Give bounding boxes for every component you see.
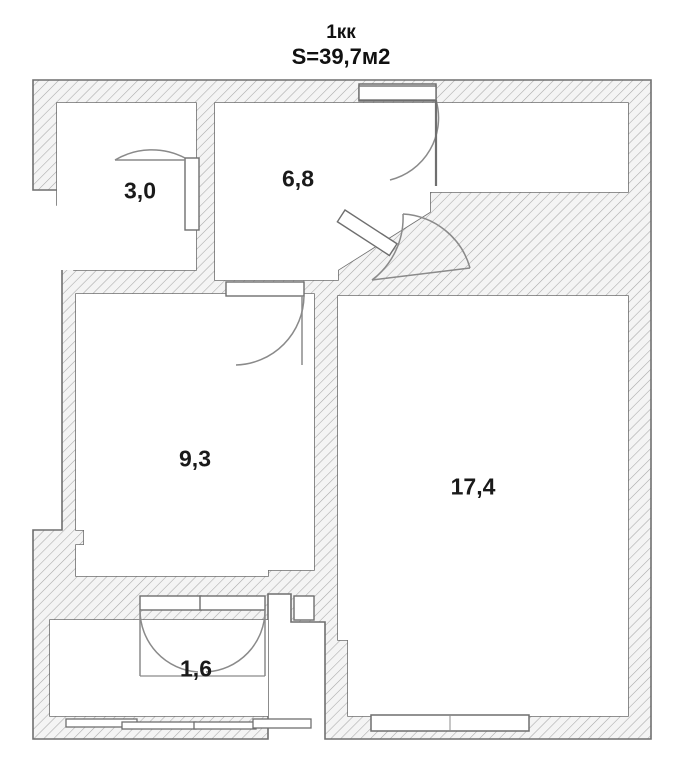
room-area-label-hall: 9,3	[179, 445, 211, 472]
room-fill-living	[338, 296, 628, 716]
room-fill-balcony	[50, 620, 268, 716]
room-area-label-balcony: 1,6	[180, 655, 212, 682]
window-balcony-mid	[122, 722, 196, 729]
room-area-label-living-room: 17,4	[450, 473, 496, 500]
window-balcony-right	[194, 722, 256, 729]
room-area-label-kitchen: 6,8	[282, 165, 314, 192]
riser-block	[294, 596, 314, 620]
room-area-label-bathroom: 3,0	[124, 177, 156, 204]
plan-area-label: S=39,7м2	[291, 44, 391, 69]
plan-type-label: 1кк	[326, 22, 356, 43]
room-fill-hall	[76, 294, 314, 576]
window-balcony-end	[253, 719, 311, 728]
room-fill-bathroom-notch	[57, 103, 74, 205]
